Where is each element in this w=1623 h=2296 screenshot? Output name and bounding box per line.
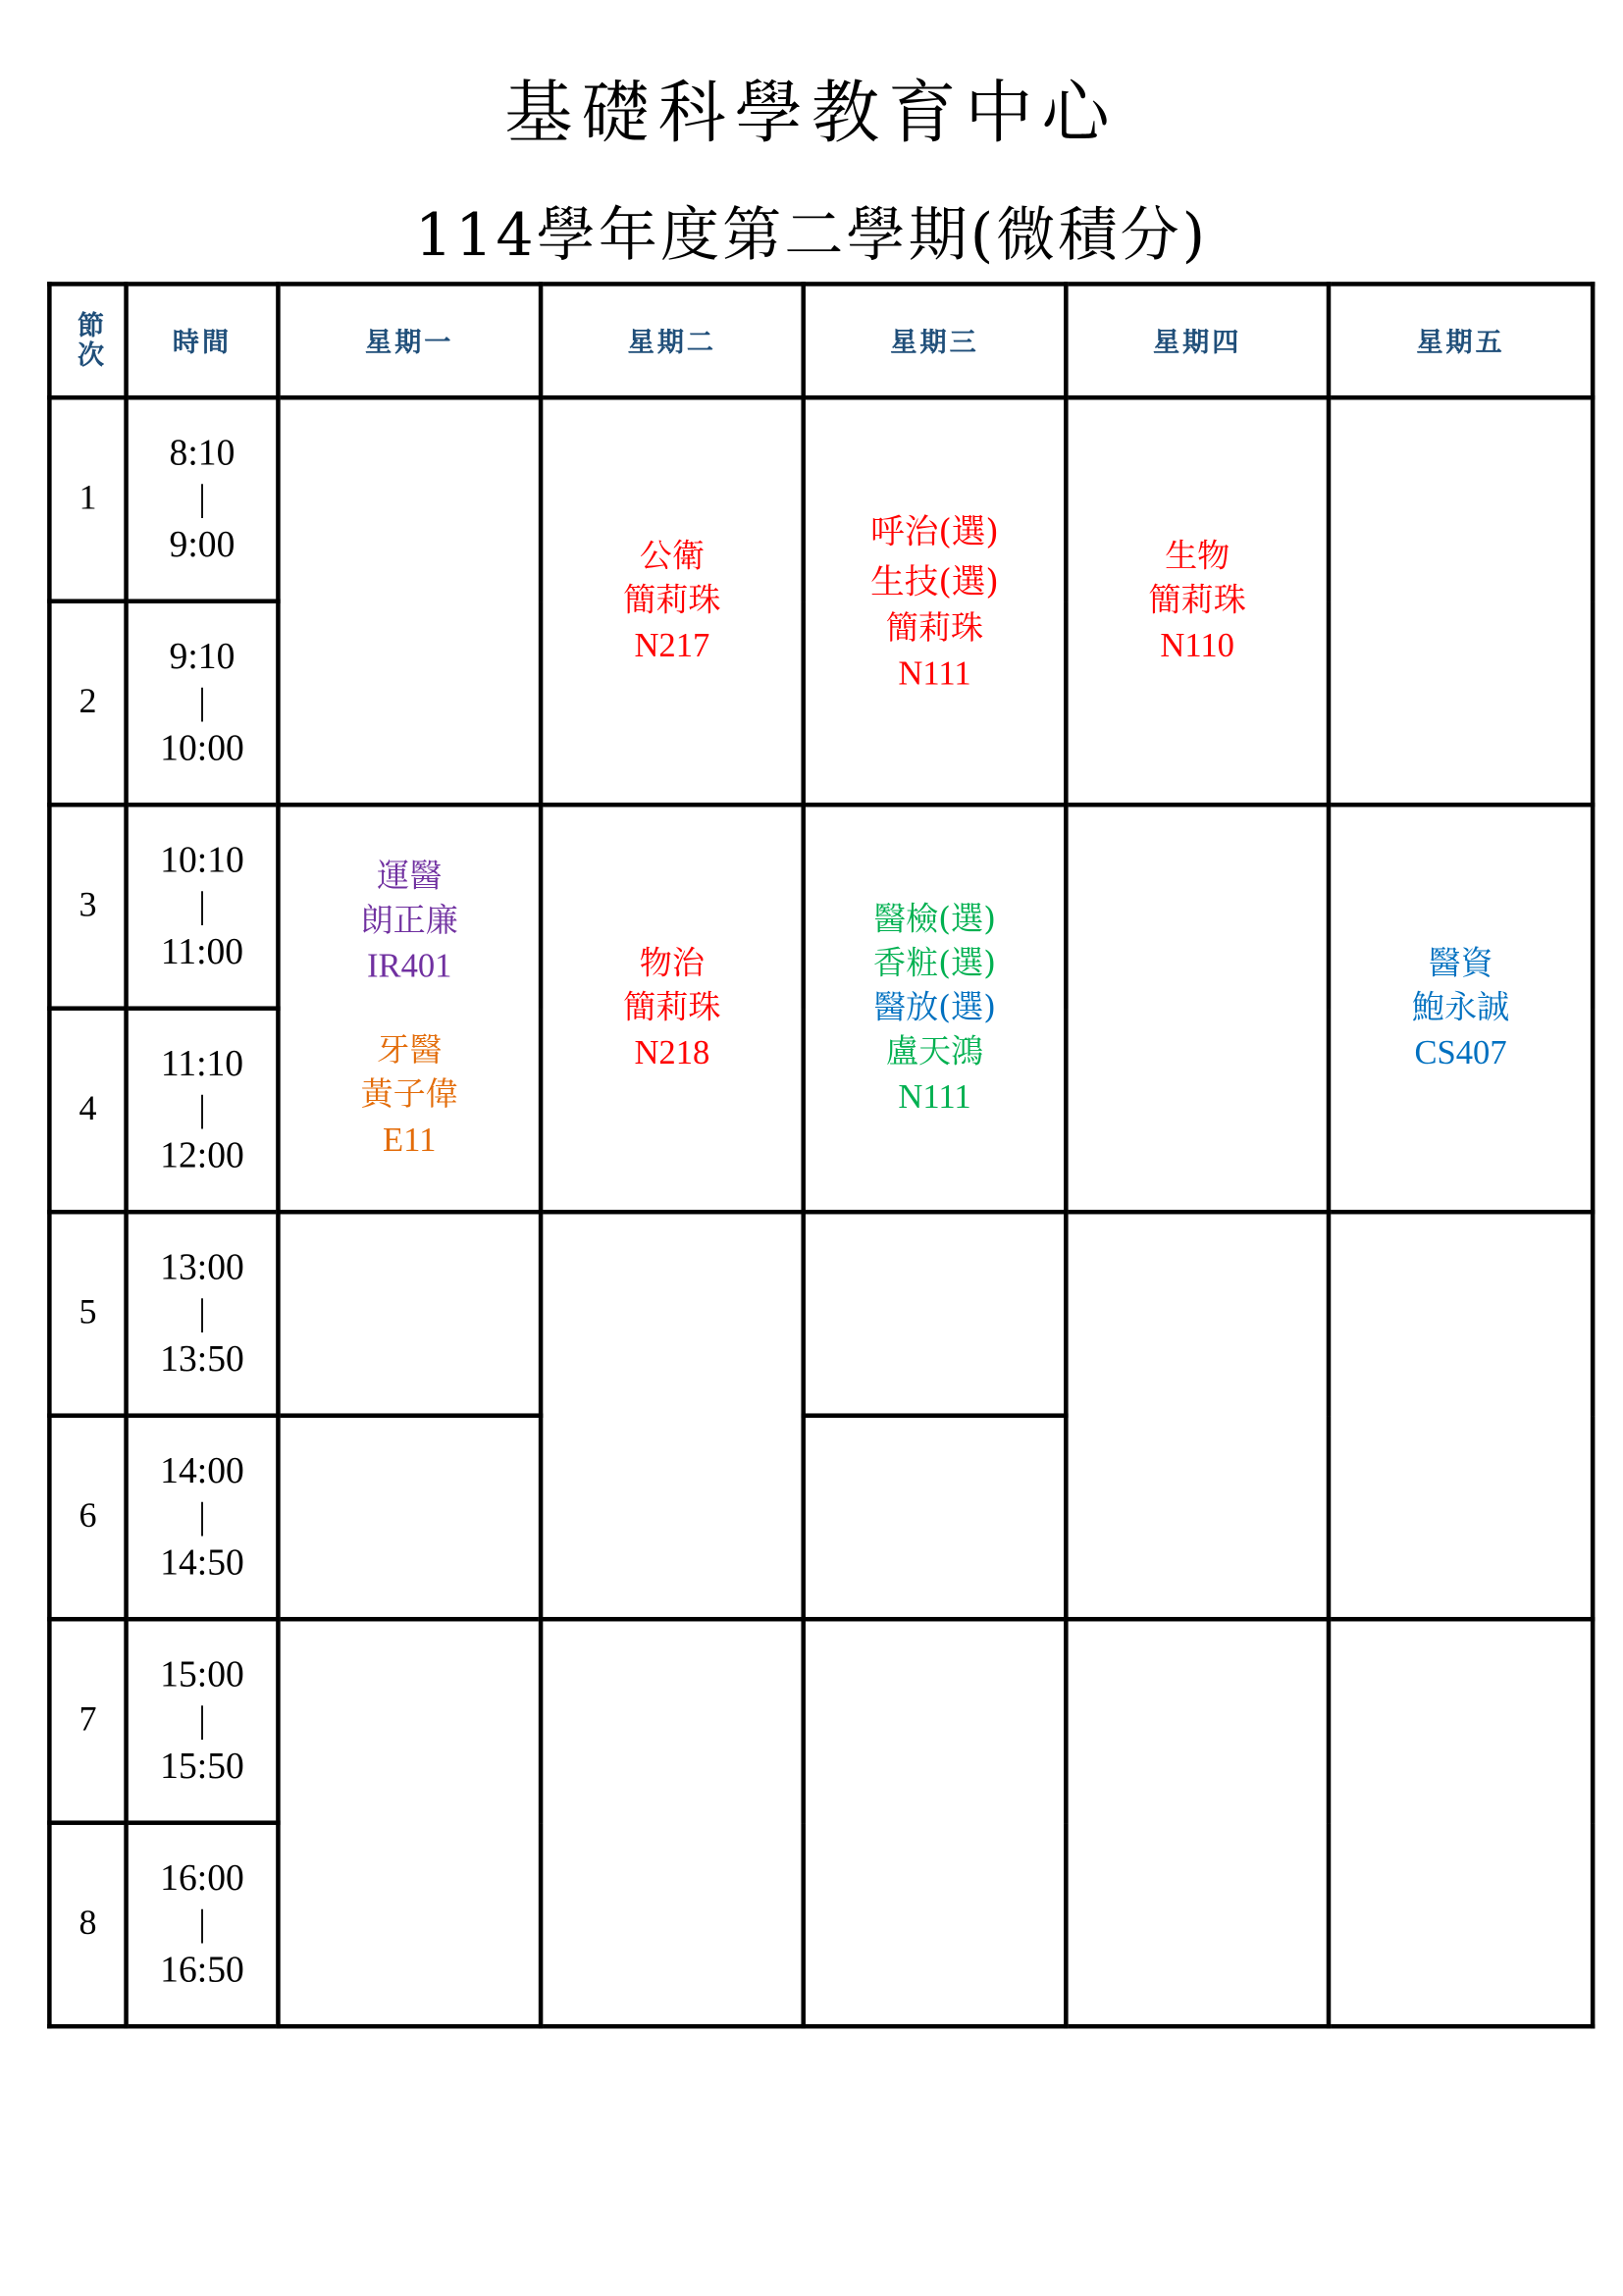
header-wednesday: 星期三 — [804, 284, 1067, 397]
cell-wed-5 — [804, 1212, 1067, 1415]
course-fri-34 — [1329, 805, 1593, 1212]
header-time: 時間 — [127, 284, 279, 397]
course-name: 生物 — [1165, 538, 1230, 575]
cell-tue-56 — [541, 1212, 804, 1619]
time-end: 10:00 — [160, 728, 244, 769]
period-number: 5 — [49, 1212, 126, 1415]
time-end: 9:00 — [169, 525, 236, 565]
header-period: 節次 — [49, 284, 126, 397]
period-number: 3 — [49, 805, 126, 1008]
time-end: 14:50 — [160, 1542, 244, 1584]
course-room: N111 — [898, 653, 971, 692]
course-room: N110 — [1160, 626, 1234, 663]
course-room: N111 — [898, 1077, 971, 1115]
period-number: 2 — [49, 601, 126, 805]
cell-thu-56 — [1066, 1212, 1329, 1619]
course-teacher: 朗正廉 — [360, 902, 458, 940]
course-room: N218 — [634, 1033, 710, 1070]
course-name: 醫檢(選) — [872, 900, 997, 938]
period-time — [127, 397, 279, 600]
time-start: 13:00 — [160, 1248, 244, 1288]
period-time — [127, 1212, 279, 1415]
course-teacher: 簡莉珠 — [623, 989, 721, 1026]
period-time — [127, 1619, 279, 1822]
period-time — [127, 1823, 279, 2026]
course-tue-34 — [541, 805, 804, 1212]
cell-mon-5 — [278, 1212, 541, 1415]
course-name: 物治 — [639, 945, 705, 982]
header-tuesday: 星期二 — [541, 284, 804, 397]
course-name: 生技(選) — [870, 562, 999, 601]
time-sep: | — [198, 479, 206, 520]
timetable — [47, 282, 1595, 2028]
course-room: E11 — [383, 1120, 437, 1158]
course-teacher: 簡莉珠 — [885, 609, 984, 648]
period-time — [127, 1416, 279, 1619]
header-friday: 星期五 — [1329, 284, 1593, 397]
course-mon-34 — [278, 805, 541, 1212]
cell-fri-12 — [1329, 397, 1593, 805]
period-number: 7 — [49, 1619, 126, 1822]
period-time — [127, 601, 279, 805]
cell-fri-78 — [1329, 1619, 1593, 2026]
cell-thu-78 — [1066, 1619, 1329, 2026]
time-end: 16:50 — [160, 1950, 244, 1991]
course-teacher: 鮑永誠 — [1411, 989, 1510, 1026]
cell-wed-78 — [804, 1619, 1067, 2026]
time-end: 13:50 — [160, 1339, 244, 1380]
course-wed-34 — [804, 805, 1067, 1212]
cell-mon-6 — [278, 1416, 541, 1619]
time-start: 16:00 — [160, 1858, 244, 1900]
period-number: 4 — [49, 1009, 126, 1212]
time-start: 11:10 — [160, 1044, 244, 1085]
period-time — [127, 1009, 279, 1212]
period-number: 6 — [49, 1416, 126, 1619]
cell-wed-6 — [804, 1416, 1067, 1619]
time-sep: | — [198, 1905, 206, 1945]
cell-thu-34 — [1066, 805, 1329, 1212]
course-room: CS407 — [1414, 1033, 1507, 1070]
course-name: 香粧(選) — [872, 945, 997, 982]
course-name: 牙醫 — [377, 1031, 443, 1070]
course-room: N217 — [634, 626, 710, 663]
course-teacher: 黃子偉 — [360, 1075, 458, 1114]
semester-title: 114學年度第二學期(微積分) — [414, 201, 1209, 271]
time-sep: | — [198, 886, 206, 927]
course-teacher: 簡莉珠 — [623, 582, 721, 619]
course-teacher: 盧天鴻 — [885, 1033, 984, 1070]
course-name: 醫資 — [1428, 945, 1493, 982]
header-thursday: 星期四 — [1066, 284, 1329, 397]
time-sep: | — [198, 683, 206, 723]
time-start: 10:10 — [160, 841, 244, 881]
period-number: 8 — [49, 1823, 126, 2026]
time-end: 15:50 — [160, 1747, 244, 1787]
course-name: 醫放(選) — [872, 989, 997, 1026]
cell-mon-12 — [278, 397, 541, 805]
course-teacher: 簡莉珠 — [1148, 582, 1246, 619]
header-monday: 星期一 — [278, 284, 541, 397]
time-end: 12:00 — [160, 1135, 244, 1176]
cell-tue-78 — [541, 1619, 804, 2026]
time-sep: | — [198, 1090, 206, 1130]
course-room: IR401 — [367, 946, 452, 984]
time-sep: | — [198, 1293, 206, 1334]
period-number: 1 — [49, 397, 126, 600]
course-name: 公衛 — [639, 538, 705, 575]
course-wed-12 — [804, 397, 1067, 805]
time-start: 9:10 — [169, 637, 236, 678]
time-sep: | — [198, 1497, 206, 1538]
time-start: 14:00 — [160, 1451, 244, 1492]
cell-mon-78 — [278, 1619, 541, 2026]
time-sep: | — [198, 1700, 206, 1742]
center-title: 基礎科學教育中心 — [504, 72, 1119, 152]
course-name: 呼治(選) — [870, 512, 999, 551]
cell-fri-56 — [1329, 1212, 1593, 1619]
time-start: 8:10 — [169, 434, 236, 474]
course-thu-12 — [1066, 397, 1329, 805]
period-time — [127, 805, 279, 1008]
course-name: 運醫 — [377, 858, 443, 895]
course-tue-12 — [541, 397, 804, 805]
time-end: 11:00 — [160, 932, 244, 972]
time-start: 15:00 — [160, 1655, 244, 1696]
